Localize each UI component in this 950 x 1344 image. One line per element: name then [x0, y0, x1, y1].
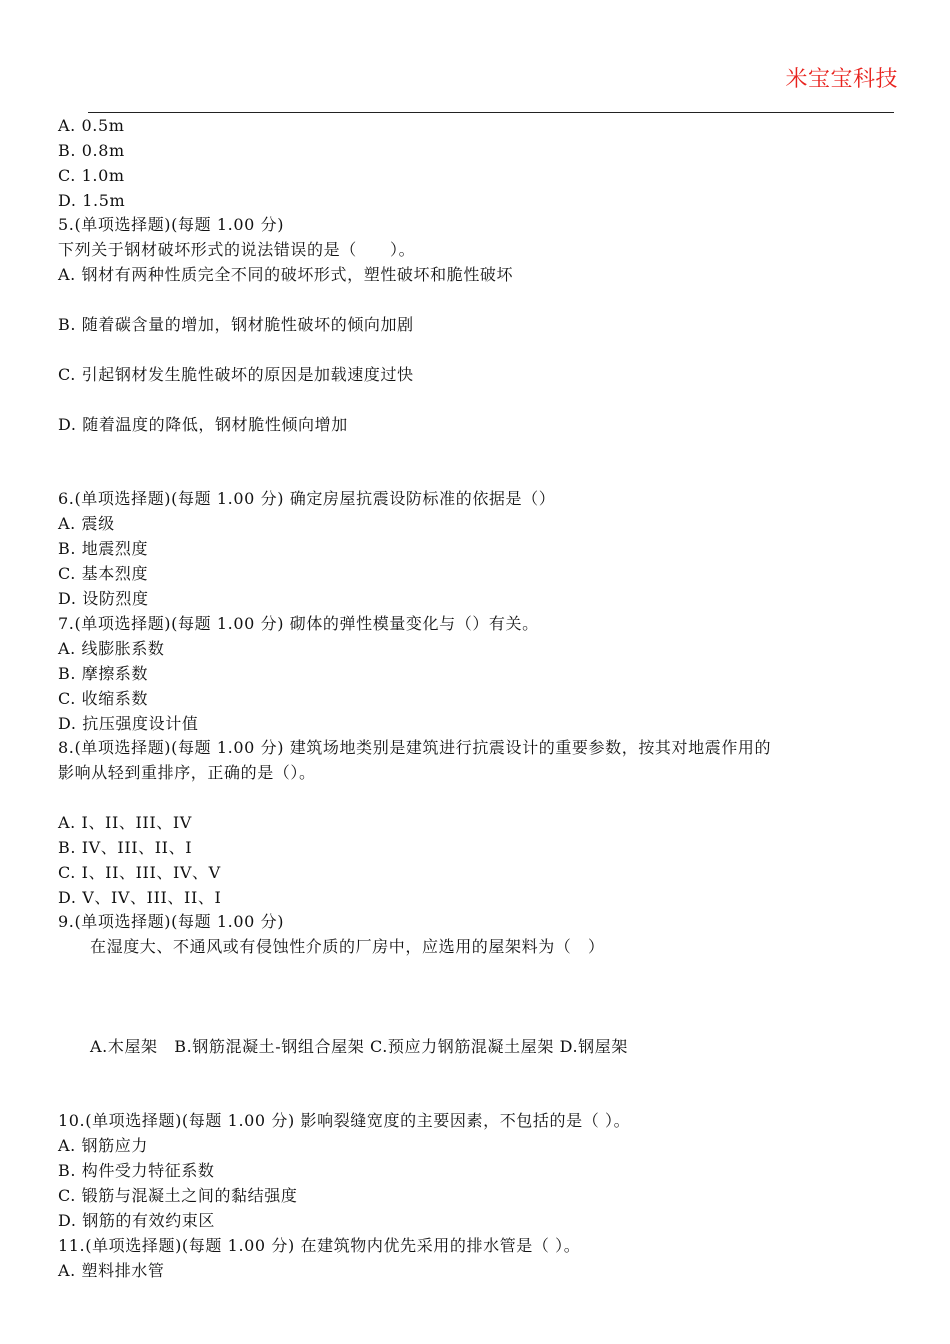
option-d: D. V、IV、III、II、I	[58, 888, 222, 907]
question-8: 8.(单项选择题)(每题 1.00 分) 建筑场地类别是建筑进行抗震设计的重要参数，按其对地震作用的	[58, 738, 772, 757]
option-b: B. 地震烈度	[58, 539, 149, 558]
option-a: A. 钢材有两种性质完全不同的破坏形式，塑性破坏和脆性破坏	[58, 265, 514, 284]
option-b: B. 0.8m	[58, 141, 125, 160]
brand-watermark: 米宝宝科技	[785, 67, 898, 92]
option-c: C. 基本烈度	[58, 564, 149, 583]
question-5-header: 5.(单项选择题)(每题 1.00 分)	[58, 215, 285, 234]
question-5-text: 下列关于钢材破坏形式的说法错误的是（ ）。	[58, 240, 416, 259]
question-10: 10.(单项选择题)(每题 1.00 分) 影响裂缝宽度的主要因素，不包括的是（ ）。	[58, 1111, 631, 1130]
question-7: 7.(单项选择题)(每题 1.00 分) 砌体的弹性模量变化与（）有关。	[58, 614, 539, 633]
option-c: C. 锻筋与混凝土之间的黏结强度	[58, 1186, 298, 1205]
question-9-text: 在湿度大、不通风或有侵蚀性介质的厂房中，应选用的屋架料为（ ）	[90, 937, 605, 956]
option-c: C. 收缩系数	[58, 689, 149, 708]
option-d: D. 钢筋的有效约束区	[58, 1211, 216, 1230]
option-a: A. 线膨胀系数	[58, 639, 165, 658]
question-9-options: A.木屋架 B.钢筋混凝土-钢组合屋架 C.预应力钢筋混凝土屋架 D.钢屋架	[90, 1037, 628, 1056]
header-rule	[88, 112, 894, 113]
question-6: 6.(单项选择题)(每题 1.00 分) 确定房屋抗震设防标准的依据是（）	[58, 489, 556, 508]
option-d: D. 1.5m	[58, 191, 126, 210]
option-a: A. 塑料排水管	[58, 1261, 165, 1280]
option-d: D. 随着温度的降低，钢材脆性倾向增加	[58, 415, 348, 434]
question-9-header: 9.(单项选择题)(每题 1.00 分)	[58, 912, 285, 931]
option-a: A. 0.5m	[58, 116, 125, 135]
option-d: D. 设防烈度	[58, 589, 149, 608]
option-b: B. IV、III、II、I	[58, 838, 193, 857]
question-8-continued: 影响从轻到重排序，正确的是（）。	[58, 763, 316, 782]
option-a: A. 钢筋应力	[58, 1136, 148, 1155]
option-c: C. 引起钢材发生脆性破坏的原因是加载速度过快	[58, 365, 414, 384]
option-b: B. 构件受力特征系数	[58, 1161, 215, 1180]
question-11: 11.(单项选择题)(每题 1.00 分) 在建筑物内优先采用的排水管是（ ）。	[58, 1236, 581, 1255]
option-d: D. 抗压强度设计值	[58, 714, 199, 733]
option-b: B. 随着碳含量的增加，钢材脆性破坏的倾向加剧	[58, 315, 414, 334]
option-a: A. I、II、III、IV	[58, 813, 192, 832]
option-a: A. 震级	[58, 514, 115, 533]
option-c: C. I、II、III、IV、V	[58, 863, 221, 882]
option-c: C. 1.0m	[58, 166, 125, 185]
option-b: B. 摩擦系数	[58, 664, 149, 683]
